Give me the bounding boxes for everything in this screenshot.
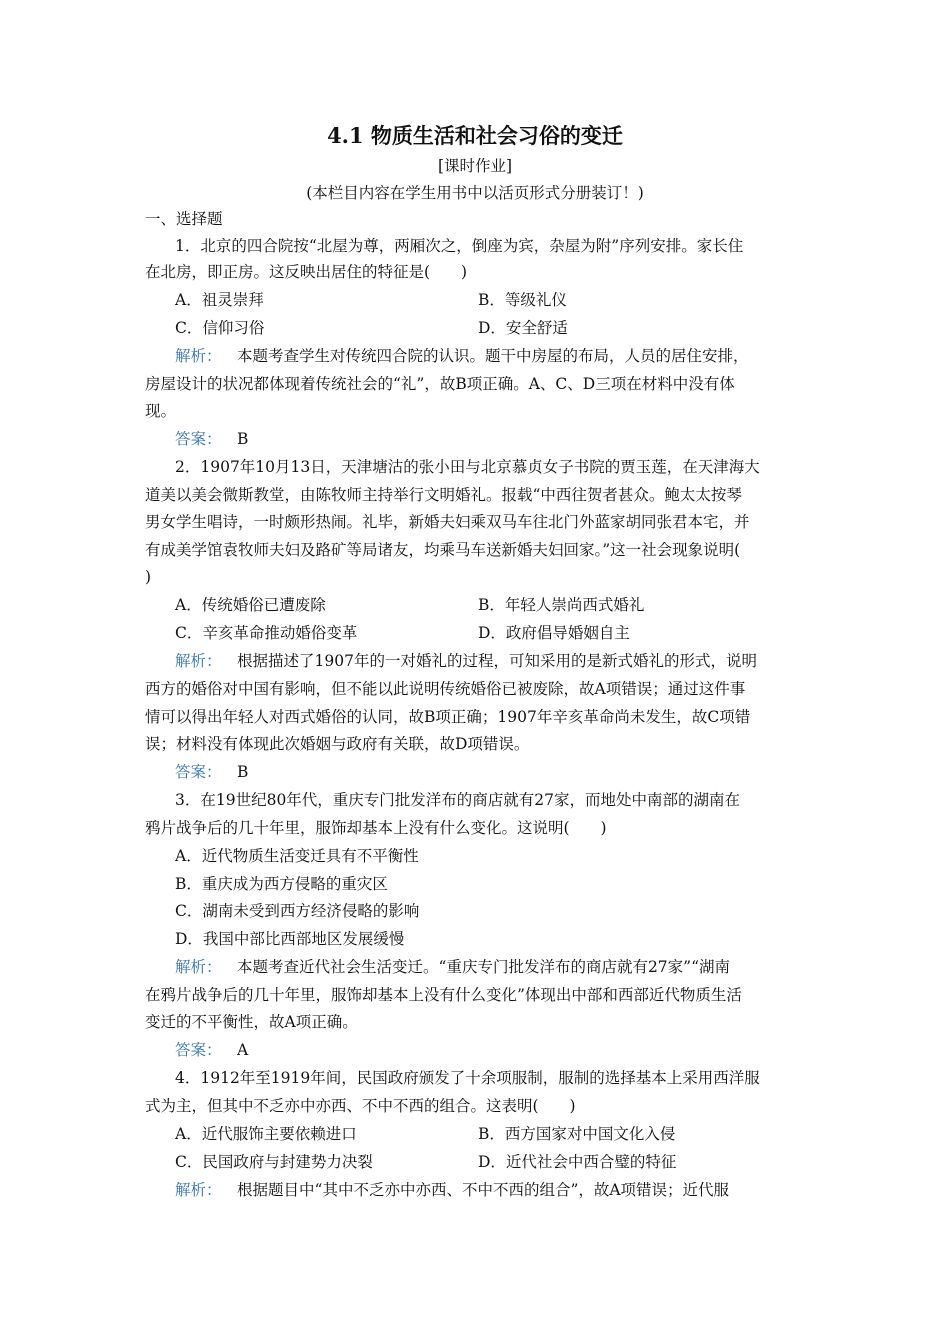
- question-stem: 4．1912年至1919年间，民国政府颁发了十余项服制，服制的选择基本上采用西洋服: [175, 1069, 760, 1087]
- answer-line: [175, 1040, 248, 1060]
- analysis-text: 房屋设计的状况都体现着传统社会的“礼”，故B项正确。A、C、D三项在材料中没有体: [145, 375, 735, 393]
- option-d: D．政府倡导婚姻自主: [478, 624, 630, 642]
- analysis-label: 解析：: [175, 958, 222, 976]
- analysis-text: 本题考查近代社会生活变迁。“重庆专门批发洋布的商店就有27家”“湖南: [237, 958, 731, 976]
- question-stem: 男女学生唱诗，一时颇形热闹。礼毕，新婚夫妇乘双马车往北门外蓝家胡同张君本宅，并: [145, 513, 750, 531]
- analysis-label: 解析：: [175, 347, 222, 365]
- question-stem: ): [145, 568, 152, 586]
- option-c: C．湖南未受到西方经济侵略的影响: [175, 902, 420, 920]
- analysis-text: 根据描述了1907年的一对婚礼的过程，可知采用的是新式婚礼的形式，说明: [237, 652, 757, 670]
- analysis-text: 误；材料没有体现此次婚姻与政府有关联，故D项错误。: [145, 735, 530, 753]
- option-a: A．近代服饰主要依赖进口: [175, 1125, 357, 1143]
- option-c: C．辛亥革命推动婚俗变革: [175, 624, 358, 642]
- analysis-text: 变迁的不平衡性，故A项正确。: [145, 1013, 358, 1031]
- question-stem: 有成美学馆袁牧师夫妇及路矿等局诸友，均乘马车送新婚夫妇回家。”这一社会现象说明(: [145, 541, 741, 559]
- question-stem: 1．北京的四合院按“北屋为尊，两厢次之，倒座为宾，杂屋为附”序列安排。家长住: [175, 237, 744, 255]
- answer-label: 答案：: [175, 1041, 222, 1059]
- analysis-label: 解析：: [175, 1181, 222, 1199]
- analysis-text: 现。: [145, 402, 177, 420]
- analysis-line: [175, 957, 730, 977]
- option-a: A．传统婚俗已遭废除: [175, 596, 326, 614]
- analysis-text: 情可以得出年轻人对西式婚俗的认同，故B项正确；1907年辛亥革命尚未发生，故C项错: [145, 708, 751, 726]
- option-b: B．西方国家对中国文化入侵: [478, 1125, 676, 1143]
- question-stem: 道美以美会微斯教堂，由陈牧师主持举行文明婚礼。报载“中西往贺者甚众。鲍太太按琴: [145, 486, 742, 504]
- option-c: C．民国政府与封建势力决裂: [175, 1153, 373, 1171]
- analysis-text: 西方的婚俗对中国有影响，但不能以此说明传统婚俗已被废除，故A项错误；通过这件事: [145, 680, 746, 698]
- option-a: A．近代物质生活变迁具有不平衡性: [175, 847, 419, 865]
- question-stem: 2．1907年10月13日，天津塘沽的张小田与北京慕贞女子书院的贾玉莲，在天津海大: [175, 458, 760, 476]
- option-d: D．近代社会中西合璧的特征: [478, 1153, 677, 1171]
- answer-label: 答案：: [175, 430, 222, 448]
- answer-value: B: [237, 430, 249, 448]
- analysis-label: 解析：: [175, 652, 222, 670]
- question-stem: 在北房，即正房。这反映出居住的特征是( ): [145, 263, 468, 281]
- question-stem: 式为主，但其中不乏亦中亦西、不中不西的组合。这表明( ): [145, 1097, 576, 1115]
- analysis-text: 在鸦片战争后的几十年里，服饰却基本上没有什么变化”体现出中部和西部近代物质生活: [145, 986, 742, 1004]
- analysis-line: [175, 346, 749, 366]
- analysis-text: 根据题目中“其中不乏亦中亦西、不中不西的组合”，故A项错误；近代服: [237, 1181, 730, 1199]
- answer-label: 答案：: [175, 763, 222, 781]
- option-d: D．安全舒适: [478, 319, 568, 337]
- analysis-text: 本题考查学生对传统四合院的认识。题干中房屋的布局，人员的居住安排，: [237, 347, 749, 365]
- option-b: B．重庆成为西方侵略的重灾区: [175, 875, 388, 893]
- page-title: 4.1 物质生活和社会习俗的变迁: [327, 123, 623, 148]
- option-c: C．信仰习俗: [175, 319, 265, 337]
- option-b: B．年轻人崇尚西式婚礼: [478, 596, 645, 614]
- section-heading: 一、选择题: [145, 210, 223, 228]
- page-subtitle: [课时作业]: [437, 157, 513, 175]
- option-d: D．我国中部比西部地区发展缓慢: [175, 930, 405, 948]
- answer-line: [175, 762, 248, 782]
- question-stem: 鸦片战争后的几十年里，服饰却基本上没有什么变化。这说明( ): [145, 819, 607, 837]
- question-stem: 3．在19世纪80年代，重庆专门批发洋布的商店就有27家，而地处中南部的湖南在: [175, 791, 741, 809]
- binding-note: (本栏目内容在学生用书中以活页形式分册装订！): [306, 184, 644, 202]
- option-a: A．祖灵崇拜: [175, 291, 264, 309]
- analysis-line: [175, 1180, 729, 1200]
- answer-value: B: [237, 763, 249, 781]
- answer-value: A: [237, 1041, 249, 1059]
- analysis-line: [175, 651, 757, 671]
- option-b: B．等级礼仪: [478, 291, 567, 309]
- answer-line: [175, 429, 248, 449]
